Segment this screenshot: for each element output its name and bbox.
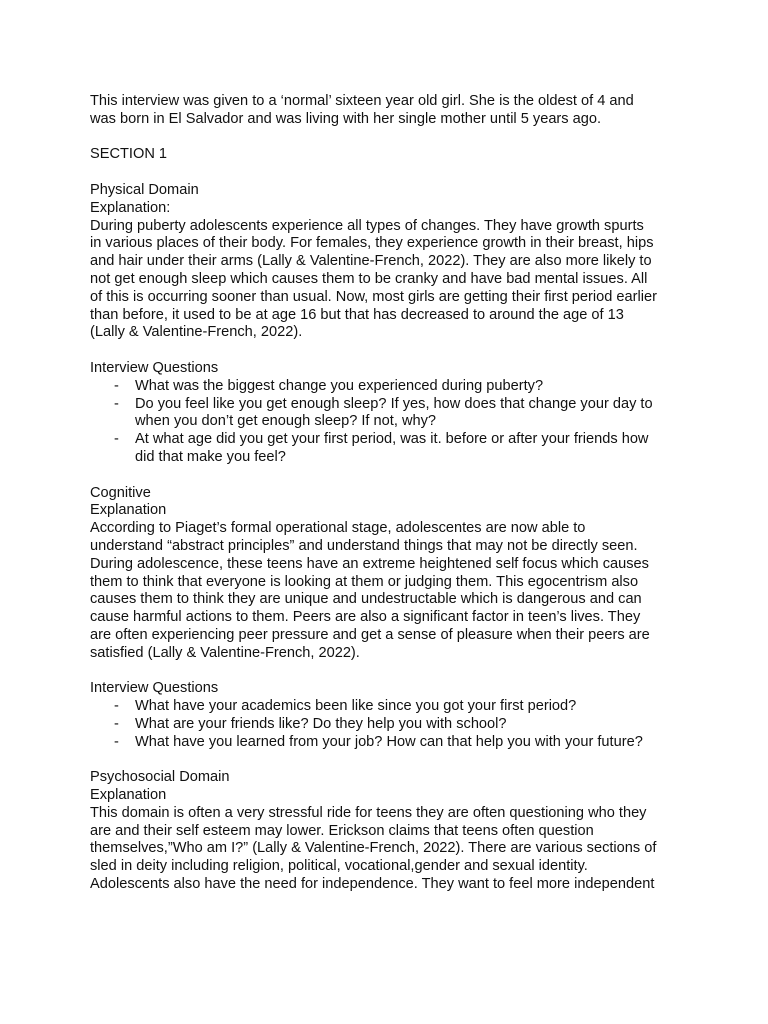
list-item (90, 431, 680, 467)
text-line: than before, it used to be at age 16 but that has decreased to around the age of 13 (90, 306, 624, 323)
list-item (90, 396, 680, 432)
dash-bullet: - (114, 698, 119, 715)
psychosocial-explanation-label: Explanation (90, 787, 167, 804)
text-line: This interview was given to a ‘normal’ sixteen year old girl. She is the oldest of 4 and (90, 93, 634, 109)
text-line: in various places of their body. For females, they experience growth in their breast, hips (90, 235, 654, 252)
list-item (90, 734, 680, 752)
dash-bullet: - (114, 395, 119, 412)
text-line: What have your academics been like since you got your first period? (135, 698, 577, 715)
psychosocial-heading: Psychosocial Domain (90, 769, 230, 786)
section-title: SECTION 1 (90, 146, 168, 163)
text-line: sled in deity including religion, political, vocational,gender and sexual identity. (90, 858, 588, 875)
text-line: This domain is often a very stressful ride for teens they are often questioning who they (90, 804, 647, 821)
list-item (90, 698, 680, 716)
text-line: did that make you feel? (135, 448, 286, 465)
text-line: are often experiencing peer pressure and get a sense of pleasure when their peers are (90, 626, 650, 643)
physical-explanation-label: Explanation: (90, 199, 171, 216)
text-line: and hair under their arms (Lally & Valentine-French, 2022). They are also more likely to (90, 253, 652, 270)
list-item (90, 378, 680, 396)
text-line: are and their self esteem may lower. Erickson claims that teens often question (90, 822, 594, 839)
text-line: when you don’t get enough sleep? If not, why? (135, 413, 437, 430)
text-line: What have you learned from your job? How can that help you with your future? (135, 733, 643, 750)
text-line: During adolescence, these teens have an extreme heightened self focus which causes (90, 555, 649, 572)
dash-bullet: - (114, 715, 119, 732)
cognitive-explanation-label: Explanation (90, 502, 167, 519)
document-page (90, 93, 680, 894)
text-line: causes them to think they are unique and undestructable which is dangerous and can (90, 591, 642, 608)
text-line: them to think that everyone is looking at them or judging them. This egocentrism also (90, 573, 639, 590)
cognitive-questions-label: Interview Questions (90, 680, 219, 697)
intro-paragraph (90, 93, 680, 129)
text-line: At what age did you get your first period, was it. before or after your friends how (135, 431, 649, 448)
text-line: During puberty adolescents experience all types of changes. They have growth spurts (90, 217, 644, 234)
psychosocial-explanation-paragraph (90, 805, 680, 894)
cognitive-heading: Cognitive (90, 484, 151, 501)
dash-bullet: - (114, 431, 119, 448)
physical-questions-label: Interview Questions (90, 359, 219, 376)
text-line: (Lally & Valentine-French, 2022). (90, 324, 303, 341)
dash-bullet: - (114, 733, 119, 750)
physical-questions-list (90, 378, 680, 467)
text-line: According to Piaget’s formal operational stage, adolescentes are now able to (90, 520, 586, 537)
text-line: of this is occurring sooner than usual. Now, most girls are getting their first period earlier (90, 288, 657, 305)
text-line: not get enough sleep which causes them to be cranky and have bad mental issues. All (90, 270, 648, 287)
text-line: What was the biggest change you experienced during puberty? (135, 377, 544, 394)
text-line: themselves,”Who am I?” (Lally & Valentine-French, 2022). There are various sections of (90, 840, 657, 857)
physical-heading: Physical Domain (90, 181, 199, 198)
list-item (90, 716, 680, 734)
text-line: satisfied (Lally & Valentine-French, 2022). (90, 644, 360, 661)
physical-explanation-paragraph (90, 218, 680, 343)
cognitive-explanation-paragraph (90, 520, 680, 662)
text-line: What are your friends like? Do they help you with school? (135, 715, 507, 732)
text-line: understand “abstract principles” and understand things that may not be directly seen. (90, 537, 638, 554)
text-line: Do you feel like you get enough sleep? If yes, how does that change your day to (135, 395, 653, 412)
cognitive-questions-list (90, 698, 680, 751)
text-line: Adolescents also have the need for independence. They want to feel more independent (90, 876, 655, 893)
text-line: cause harmful actions to them. Peers are also a significant factor in teen’s lives. They (90, 609, 641, 626)
text-line: was born in El Salvador and was living with her single mother until 5 years ago. (90, 110, 602, 127)
dash-bullet: - (114, 377, 119, 394)
